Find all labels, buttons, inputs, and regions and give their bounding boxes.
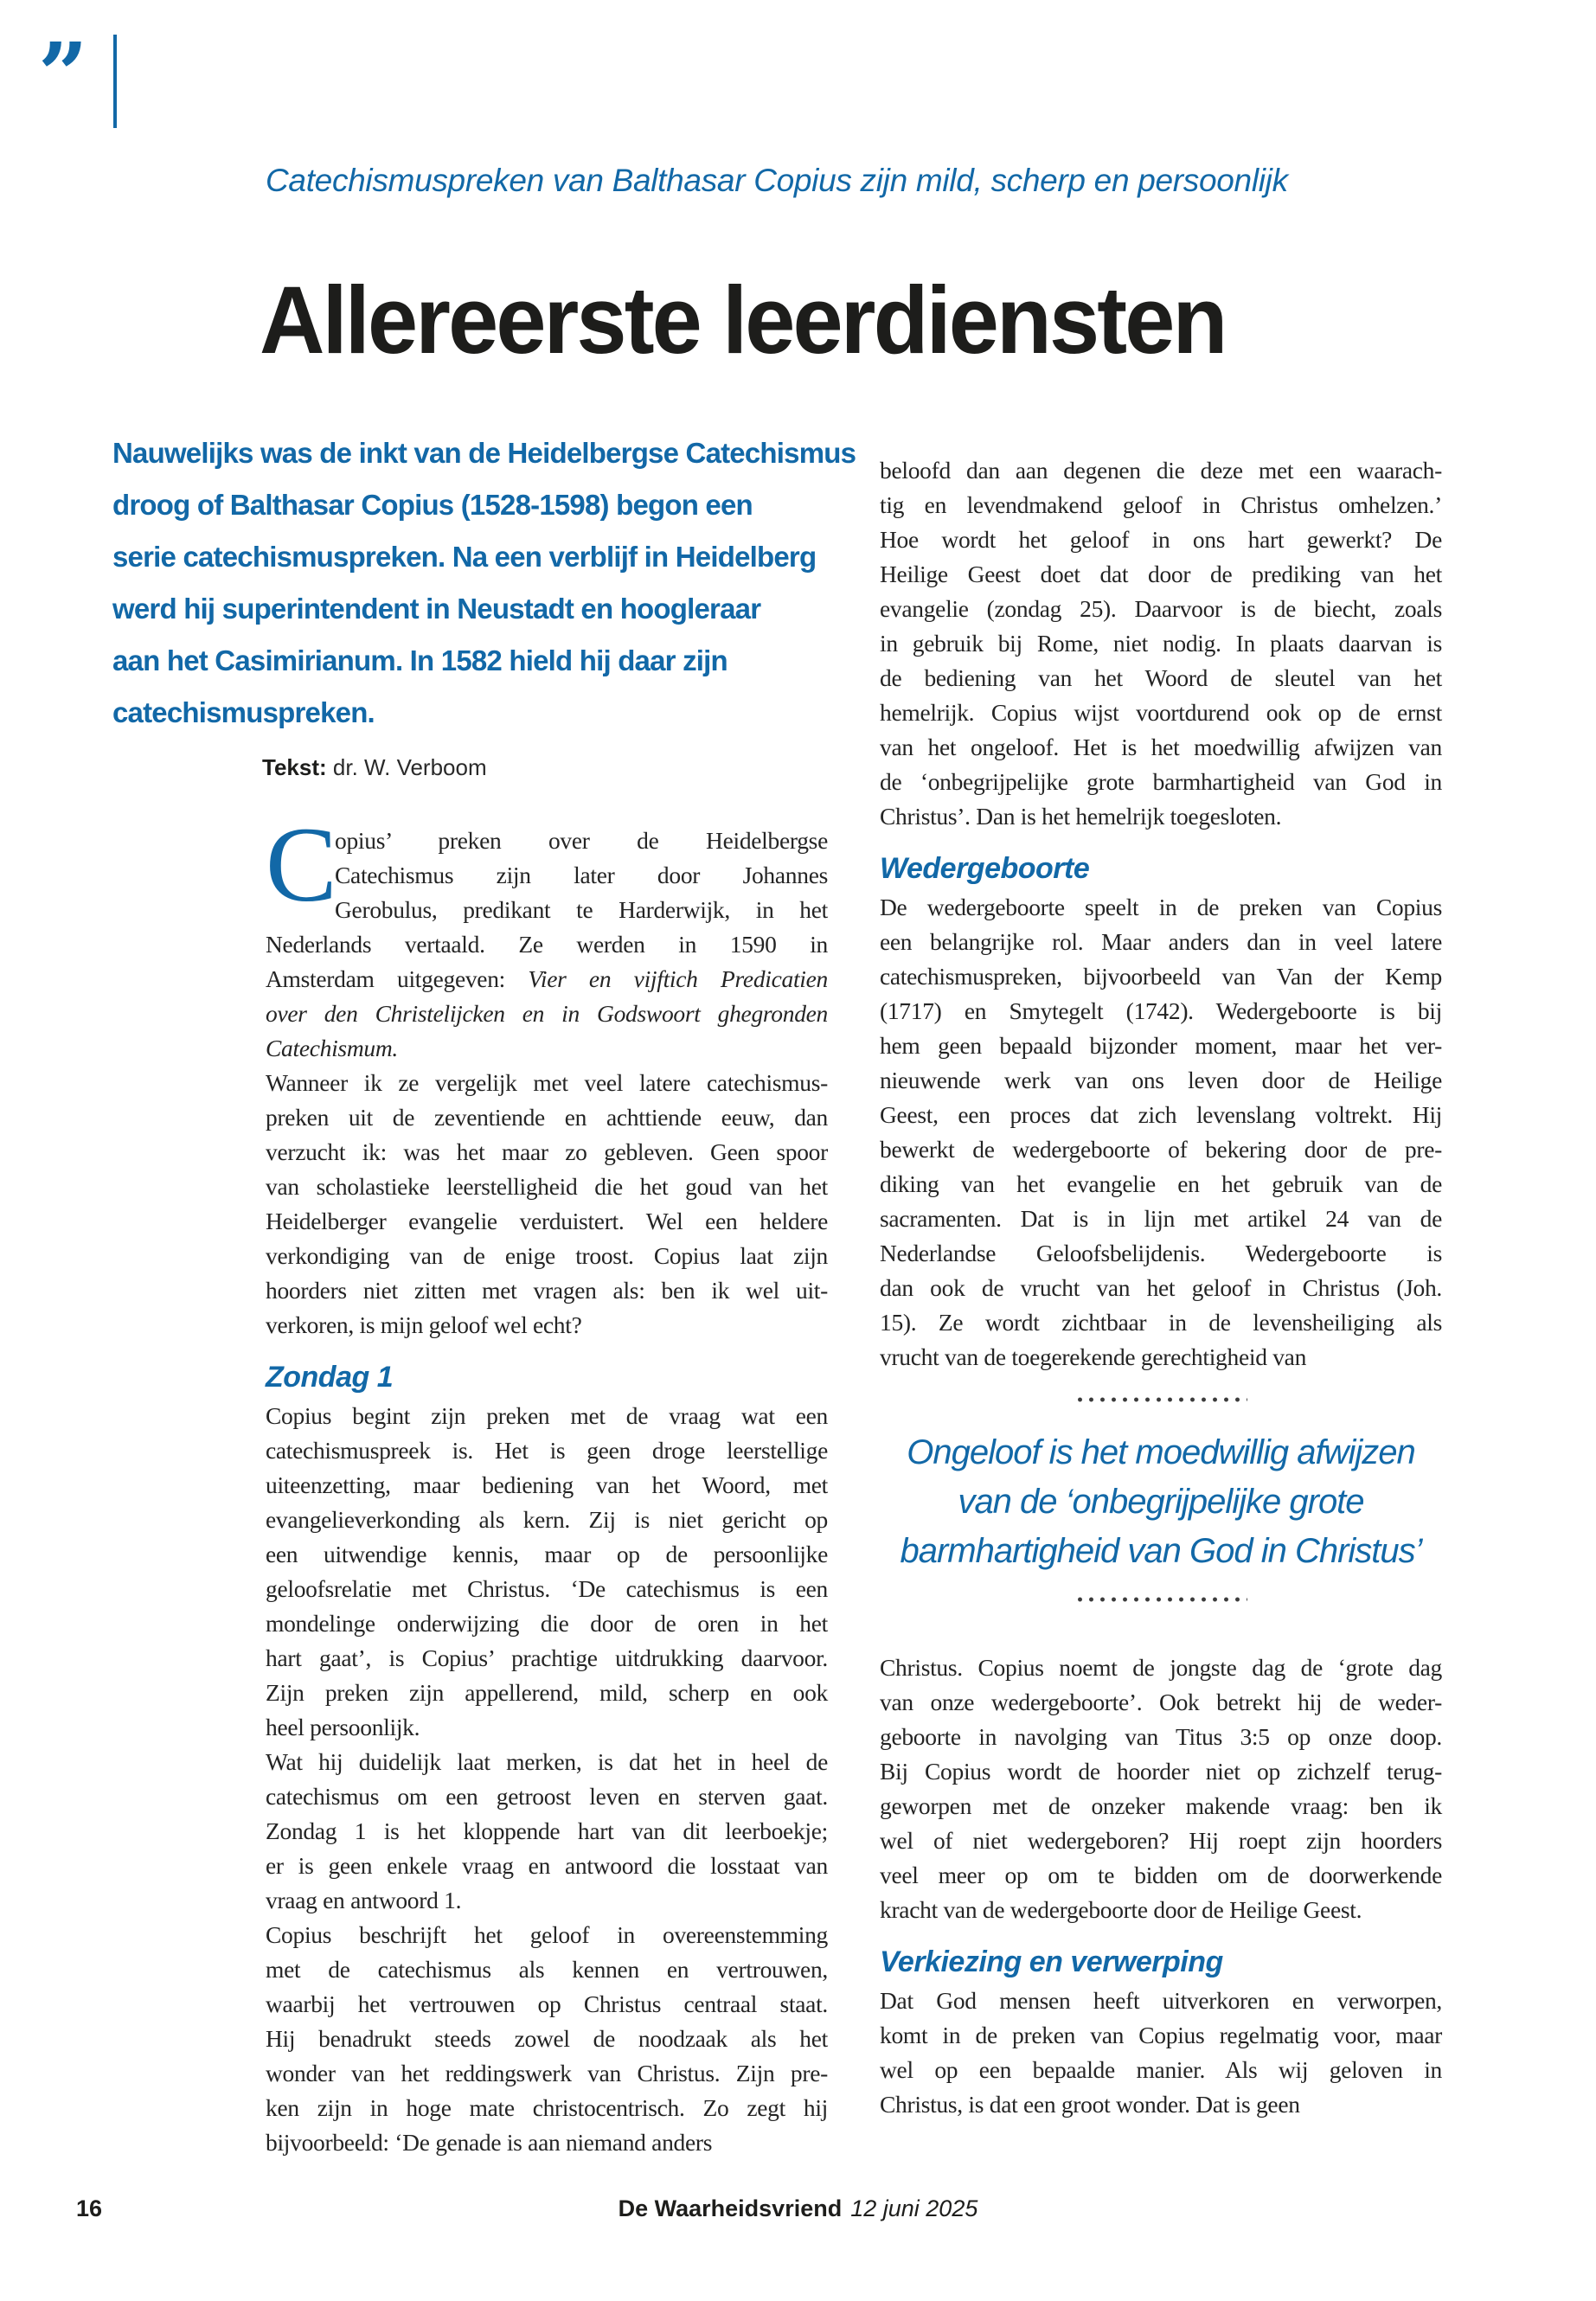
body-line: Nederlands vertaald. Ze werden in 1590 in xyxy=(266,931,828,958)
body-line: verzucht ik: was het maar zo gebleven. Geen spoor xyxy=(266,1138,828,1165)
pull-quote-line: Ongeloof is het moedwillig afwijzen xyxy=(907,1433,1415,1471)
dotted-rule xyxy=(1074,1397,1247,1402)
lead-paragraph xyxy=(112,427,856,739)
lead-line: droog of Balthasar Copius (1528-1598) begon een xyxy=(112,489,753,521)
pull-quote-line: barmhartigheid van God in Christus’ xyxy=(900,1532,1422,1570)
body-line: kracht van de wedergeboorte door de Heilige Geest. xyxy=(880,1896,1362,1923)
body-paragraph xyxy=(266,805,828,1343)
body-line: Nederlandse Geloofsbelijdenis. Wedergeboorte is xyxy=(880,1240,1442,1266)
byline-label: Tekst: xyxy=(262,754,327,780)
body-line: Zijn preken zijn appellerend, mild, scherp en ook xyxy=(266,1679,828,1706)
body-line: bewerkt de wedergeboorte of bekering door de pre- xyxy=(880,1136,1442,1163)
article-title: Allereerste leerdiensten xyxy=(260,267,1226,374)
body-line: de bediening van het Woord de sleutel van het xyxy=(880,664,1442,691)
dotted-rule xyxy=(1074,1597,1247,1602)
body-line: Copius beschrijft het geloof in overeenstemming xyxy=(266,1921,828,1948)
pull-quote-line: van de ‘onbegrijpelijke grote xyxy=(958,1483,1364,1521)
lead-line: serie catechismuspreken. Na een verblijf in Heidelberg xyxy=(112,541,817,573)
footer xyxy=(0,2195,1596,2227)
body-line: een belangrijke rol. Maar anders dan in veel latere xyxy=(880,928,1442,955)
pull-quote-text xyxy=(880,1428,1442,1576)
body-line: bijvoorbeeld: ‘De genade is aan niemand anders xyxy=(266,2129,713,2156)
body-line: er is geen enkele vraag en antwoord die losstaat van xyxy=(266,1852,828,1879)
footer-center xyxy=(0,2195,1596,2222)
body-line: De wedergeboorte speelt in de preken van Copius xyxy=(880,894,1442,920)
body-paragraph xyxy=(880,453,1442,834)
body-line: Gerobulus, predikant te Harderwijk, in het xyxy=(335,896,828,923)
body-line: van het ongeloof. Het is het moedwillig afwijzen van xyxy=(880,734,1442,760)
body-line: vraag en antwoord 1. xyxy=(266,1887,462,1913)
column-right xyxy=(880,453,1442,2122)
body-line: hart gaat’, is Copius’ prachtige uitdrukking daarvoor. xyxy=(266,1644,828,1671)
body-line: (1717) en Smytegelt (1742). Wedergeboorte is bij xyxy=(880,997,1442,1024)
body-line: beloofd dan aan degenen die deze met een waarach- xyxy=(880,457,1442,484)
body-line: tig en levendmakend geloof in Christus omhelzen.’ xyxy=(880,491,1442,518)
body-line: van scholastieke leerstelligheid die het goud van het xyxy=(266,1173,828,1200)
body-line: catechismuspreek is. Het is geen droge leerstellige xyxy=(266,1437,828,1464)
body-line: Bij Copius wordt de hoorder niet op zichzelf terug- xyxy=(880,1758,1442,1785)
body-line: Catechismum. xyxy=(266,1035,398,1061)
section-heading: Wedergeboorte xyxy=(880,852,1090,885)
byline-name: dr. W. Verboom xyxy=(326,754,487,780)
body-line: evangelie (zondag 25). Daarvoor is de biecht, zoals xyxy=(880,595,1442,622)
body-line: geboorte in navolging van Titus 3:5 op onze doop. xyxy=(880,1723,1442,1750)
body-line: dan ook de vrucht van het geloof in Christus (Joh. xyxy=(880,1274,1442,1301)
body-line: over den Christelijcken en in Godswoort ghegronden xyxy=(266,1000,828,1027)
body-line: in gebruik bij Rome, niet nodig. In plaats daarvan is xyxy=(880,630,1442,657)
footer-brand: De Waarheidsvriend xyxy=(618,2195,843,2221)
body-line: Amsterdam uitgegeven: Vier en vijftich Predicatien xyxy=(266,965,828,992)
body-line: catechismus om een getroost leven en sterven gaat. xyxy=(266,1783,828,1810)
section-heading: Zondag 1 xyxy=(266,1361,394,1394)
body-line: hem geen bepaald bijzonder moment, maar het ver- xyxy=(880,1032,1442,1059)
body-line: 15). Ze wordt zichtbaar in de levensheiliging als xyxy=(880,1309,1442,1336)
body-line: Christus. Copius noemt de jongste dag de ‘grote dag xyxy=(880,1654,1442,1681)
body-line: van onze wedergeboorte’. Ook betrekt hij de weder- xyxy=(880,1689,1442,1715)
body-line: nieuwende werk van ons leven door de Heilige xyxy=(880,1067,1442,1093)
header-rule xyxy=(113,35,117,128)
body-paragraph xyxy=(880,1984,1442,2122)
body-line: sacramenten. Dat is in lijn met artikel 24 van de xyxy=(880,1205,1442,1232)
body-line: evangelieverkonding als kern. Zij is niet gericht op xyxy=(266,1506,828,1533)
footer-date: 12 juni 2025 xyxy=(850,2195,978,2221)
body-line: Hij benadrukt steeds zowel de noodzaak als het xyxy=(266,2025,828,2052)
body-line: wel of niet wedergeboren? Hij roept zijn hoorders xyxy=(880,1827,1442,1854)
body-line: Christus, is dat een groot wonder. Dat is geen xyxy=(880,2091,1300,2118)
quote-mark-icon: ” xyxy=(38,23,88,125)
lead-line: catechismuspreken. xyxy=(112,696,375,728)
lead-line: Nauwelijks was de inkt van de Heidelbergse Catechismus xyxy=(112,437,856,469)
lead-line: aan het Casimirianum. In 1582 hield hij daar zijn xyxy=(112,644,727,676)
drop-cap: C xyxy=(266,805,337,924)
body-line: geloofsrelatie met Christus. ‘De catechismus is een xyxy=(266,1575,828,1602)
body-line: hemelrijk. Copius wijst voortdurend ook op de ernst xyxy=(880,699,1442,726)
body-line: diking van het evangelie en het gebruik van de xyxy=(880,1170,1442,1197)
body-line: Heilige Geest doet dat door de prediking van het xyxy=(880,561,1442,587)
body-line: Dat God mensen heeft uitverkoren en verworpen, xyxy=(880,1987,1442,2014)
body-line: wonder van het reddingswerk van Christus. Zijn pre- xyxy=(266,2060,828,2086)
body-line: verkondiging van de enige troost. Copius laat zijn xyxy=(266,1242,828,1269)
body-line: heel persoonlijk. xyxy=(266,1714,420,1740)
body-line: een uitwendige kennis, maar op de persoonlijke xyxy=(266,1541,828,1567)
body-line: waarbij het vertrouwen op Christus centraal staat. xyxy=(266,1990,828,2017)
article-subtitle: Catechismuspreken van Balthasar Copius zijn mild, scherp en persoonlijk xyxy=(266,163,1288,198)
byline xyxy=(262,754,487,781)
body-line: met de catechismus als kennen en vertrouwen, xyxy=(266,1956,828,1983)
body-line: ken zijn in hoge mate christocentrisch. Zo zegt hij xyxy=(266,2094,828,2121)
body-line: Zondag 1 is het kloppende hart van dit leerboekje; xyxy=(266,1817,828,1844)
body-line: Wanneer ik ze vergelijk met veel latere catechismus- xyxy=(266,1069,828,1096)
body-line: Heidelberger evangelie verduistert. Wel een heldere xyxy=(266,1208,828,1234)
body-line: vrucht van de toegerekende gerechtigheid van xyxy=(880,1343,1307,1370)
body-line: hoorders niet zitten met vragen als: ben ik wel uit- xyxy=(266,1277,828,1304)
body-line: verkoren, is mijn geloof wel echt? xyxy=(266,1311,582,1338)
body-line: Geest, een proces dat zich levenslang voltrekt. Hij xyxy=(880,1101,1442,1128)
body-line: komt in de preken van Copius regelmatig voor, maar xyxy=(880,2022,1442,2048)
body-line: uiteenzetting, maar bediening van het Woord, met xyxy=(266,1471,828,1498)
body-paragraph xyxy=(880,1650,1442,1927)
body-line: Christus’. Dan is het hemelrijk toegesloten. xyxy=(880,803,1282,830)
body-line: geworpen met de onzeker makende vraag: ben ik xyxy=(880,1792,1442,1819)
body-paragraph xyxy=(880,890,1442,1375)
column-left xyxy=(266,805,828,2160)
body-paragraph xyxy=(266,1399,828,2160)
body-line: opius’ preken over de Heidelbergse xyxy=(335,827,828,854)
body-line: Hoe wordt het geloof in ons hart gewerkt? De xyxy=(880,526,1442,553)
body-line: veel meer op om te bidden om de doorwerkende xyxy=(880,1862,1442,1888)
section-heading: Verkiezing en verwerping xyxy=(880,1945,1223,1978)
body-line: mondelinge onderwijzing die door de oren in het xyxy=(266,1610,828,1637)
page-number: 16 xyxy=(76,2195,103,2221)
body-line: de ‘onbegrijpelijke grote barmhartigheid van God in xyxy=(880,768,1442,795)
body-line: preken uit de zeventiende en achttiende eeuw, dan xyxy=(266,1104,828,1131)
body-line: wel op een bepaalde manier. Als wij geloven in xyxy=(880,2056,1442,2083)
body-line: Wat hij duidelijk laat merken, is dat het in heel de xyxy=(266,1748,828,1775)
body-line: catechismuspreken, bijvoorbeeld van Van der Kemp xyxy=(880,963,1442,990)
body-line: Copius begint zijn preken met de vraag wat een xyxy=(266,1402,828,1429)
pull-quote xyxy=(880,1397,1442,1602)
body-line: Catechismus zijn later door Johannes xyxy=(335,862,828,888)
lead-line: werd hij superintendent in Neustadt en hoogleraar xyxy=(112,593,761,625)
